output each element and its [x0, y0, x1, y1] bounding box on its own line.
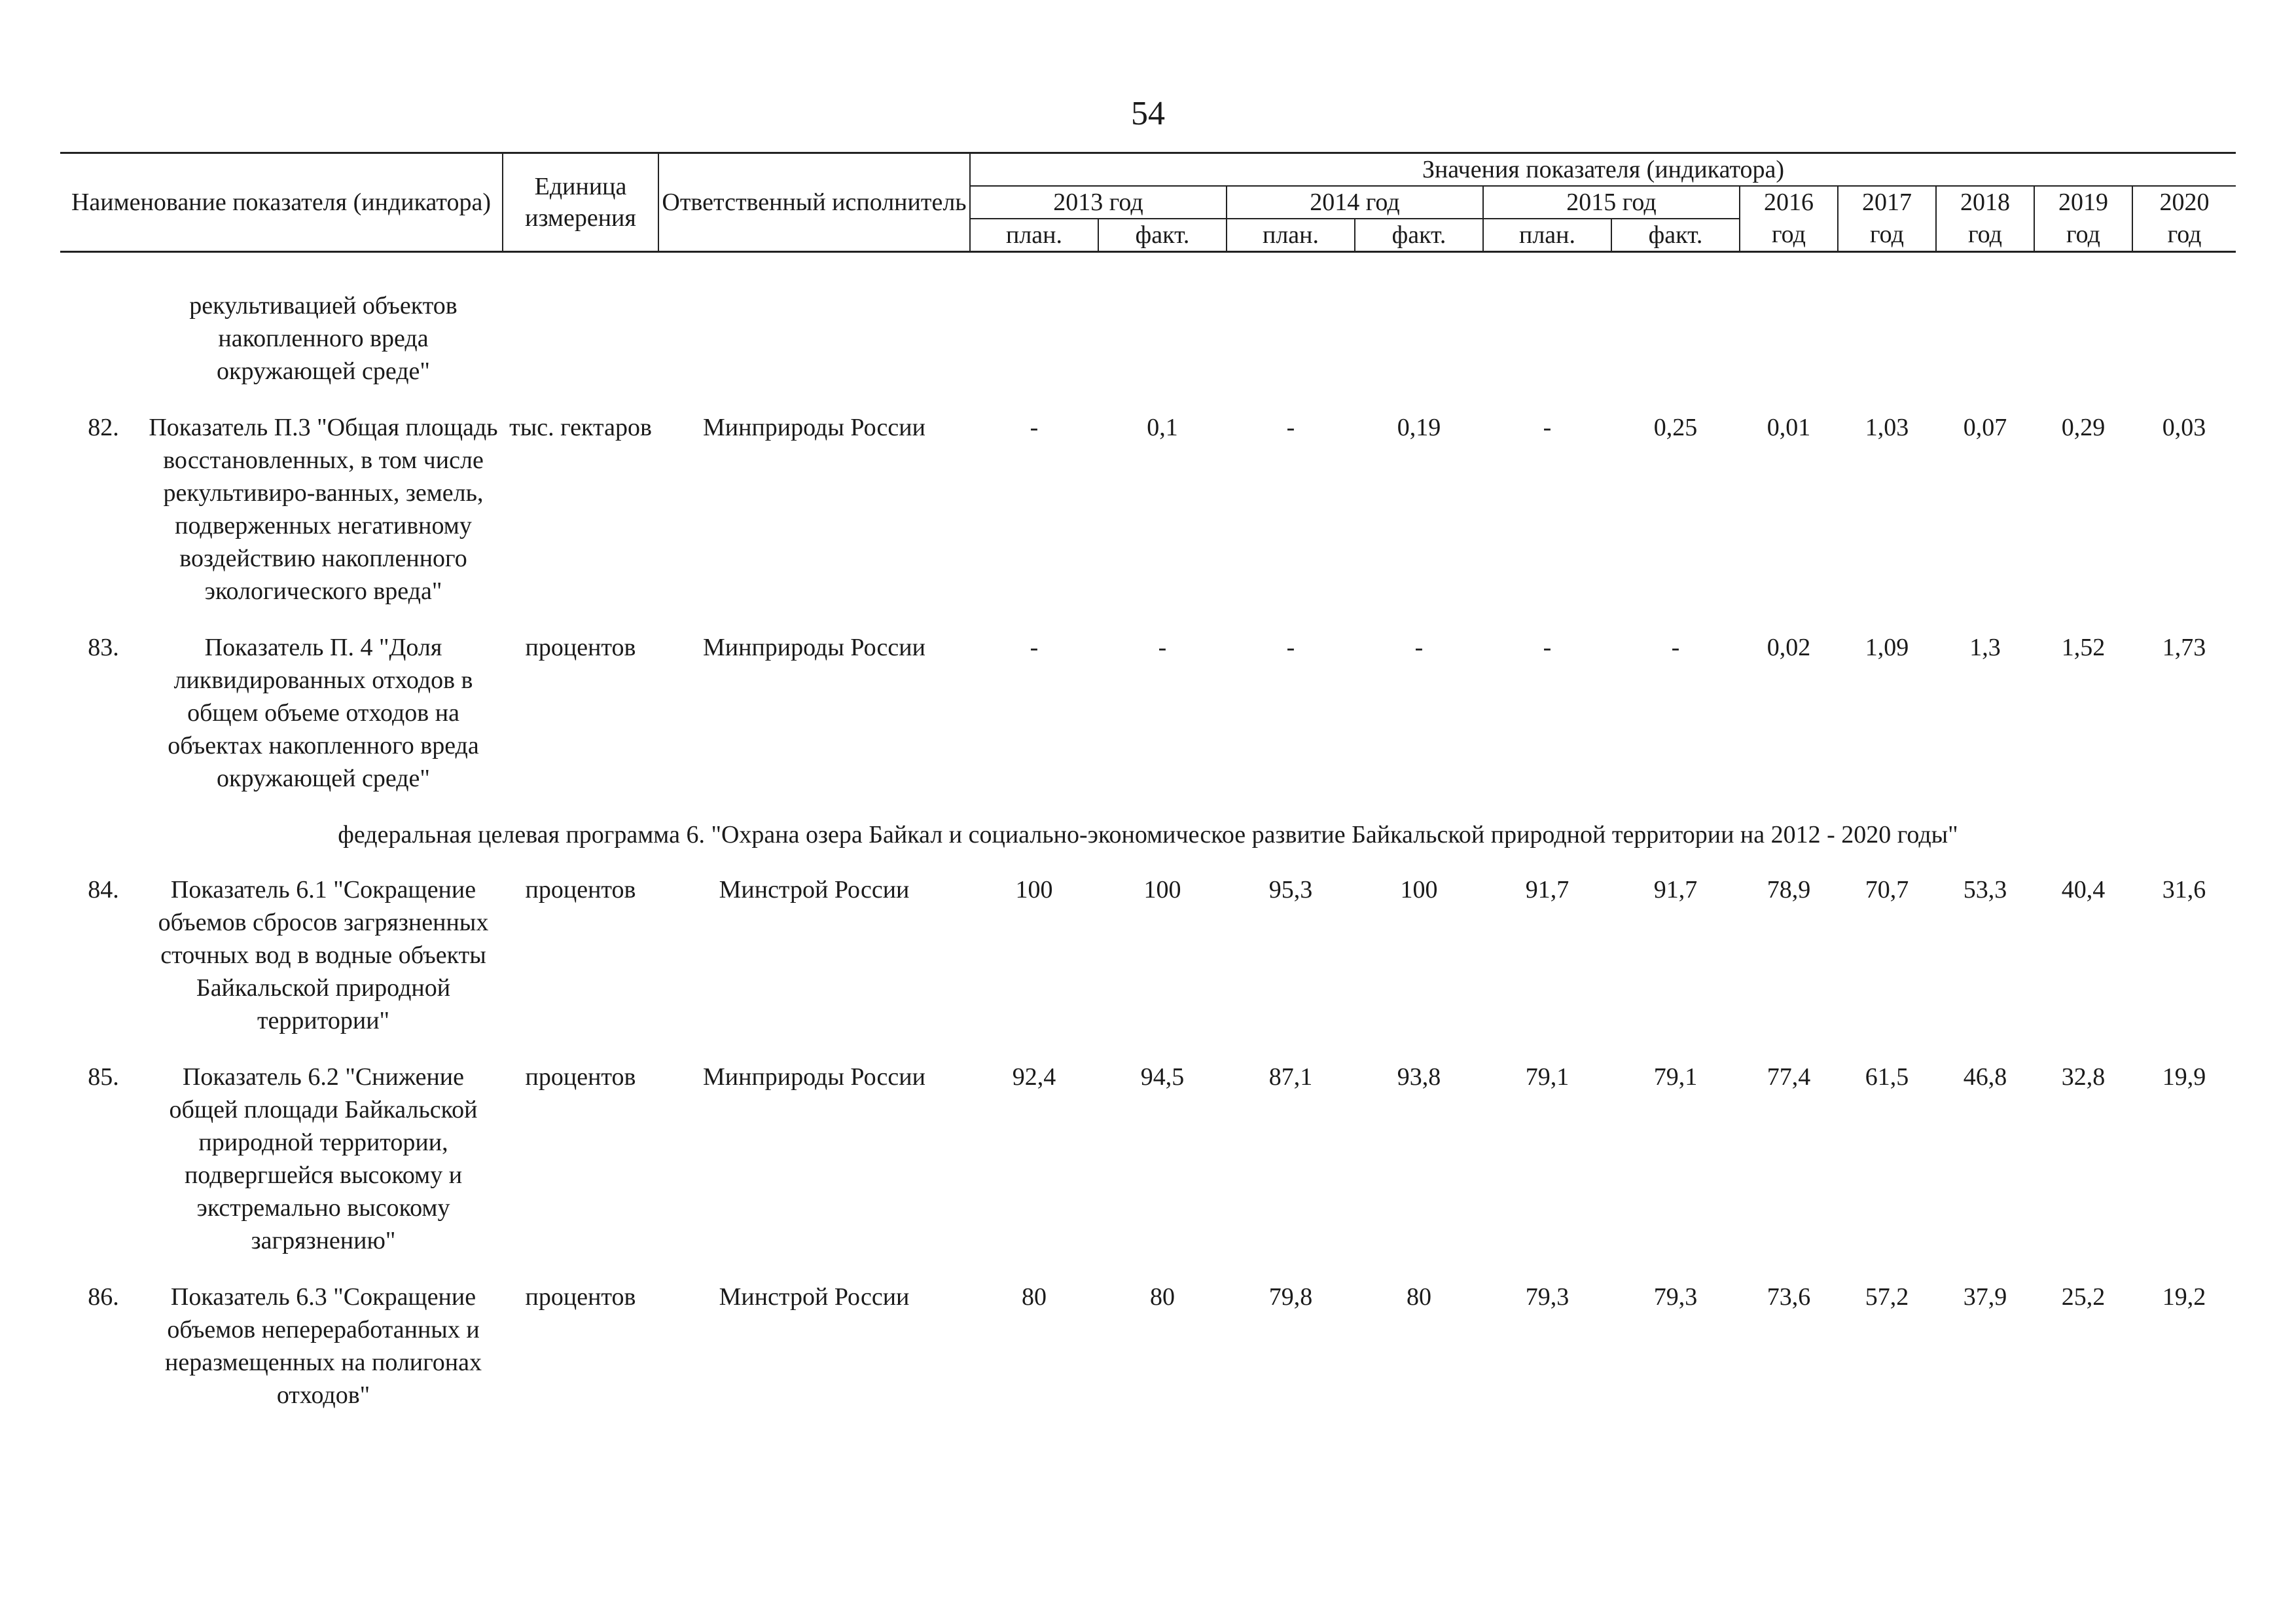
header-plan-2014: план.	[1227, 219, 1355, 252]
value-2016: 0,01	[1767, 414, 1811, 441]
value-2019: 32,8	[2061, 1063, 2106, 1091]
value-2020: 19,2	[2162, 1283, 2206, 1311]
value-2015-fact: -	[1671, 634, 1680, 661]
value-2018: 0,07	[1963, 414, 2007, 441]
value-2015-plan: -	[1543, 414, 1552, 441]
header-year-2015: 2015 год	[1483, 186, 1740, 219]
header-values-title: Значения показателя (индикатора)	[970, 153, 2236, 187]
indicator-name: Показатель П. 4 "Доля ликвидированных отходов в общем объеме отходов на объектах накопленного вреда окружающей среде"	[168, 634, 479, 792]
value-2020: 0,03	[2162, 414, 2206, 441]
value-2014-fact: -	[1414, 634, 1424, 661]
indicator-name: Показатель 6.1 "Сокращение объемов сбросов загрязненных сточных вод в водные объекты Байкальской природной территории"	[158, 876, 489, 1034]
value-2017: 1,03	[1865, 414, 1909, 441]
value-2015-fact: 79,3	[1653, 1283, 1698, 1311]
row-number: 86.	[88, 1283, 119, 1311]
header-year-2019: 2019	[2034, 186, 2132, 219]
header-god-2018: год	[1936, 219, 2034, 252]
value-2015-plan: 79,1	[1525, 1063, 1570, 1091]
indicator-unit: тыс. гектаров	[509, 414, 652, 441]
value-2016: 73,6	[1767, 1283, 1811, 1311]
value-2013-fact: 0,1	[1147, 414, 1178, 441]
value-2019: 25,2	[2061, 1283, 2106, 1311]
row-number: 83.	[88, 634, 119, 661]
header-fact-2014: факт.	[1355, 219, 1483, 252]
value-2019: 1,52	[2061, 634, 2106, 661]
row-number: 82.	[88, 414, 119, 441]
table-row	[60, 411, 2236, 631]
header-year-2018: 2018	[1936, 186, 2034, 219]
indicator-executor: Минстрой России	[719, 876, 910, 903]
value-2019: 40,4	[2061, 876, 2106, 903]
indicator-executor: Минприроды России	[703, 634, 925, 661]
continuation-text: рекультивацией объектов накопленного вреда окружающей среде"	[189, 292, 457, 385]
section-title: федеральная целевая программа 6. "Охрана озера Байкал и социально-экономическое развитие Байкальской природной территории на 2012 - 2020 годы"	[338, 821, 1958, 848]
value-2013-fact: 80	[1150, 1283, 1175, 1311]
value-2020: 19,9	[2162, 1063, 2206, 1091]
section-row	[60, 818, 2236, 873]
table-row	[60, 1281, 2236, 1435]
value-2014-plan: 95,3	[1268, 876, 1313, 903]
table-row	[60, 631, 2236, 818]
value-2014-fact: 100	[1400, 876, 1438, 903]
value-2015-fact: 91,7	[1653, 876, 1698, 903]
indicator-name: Показатель П.3 "Общая площадь восстановленных, в том числе рекультивиро-ванных, земель, подверженных негативному воздействию накопленного экологического вреда"	[149, 414, 498, 605]
value-2013-fact: -	[1158, 634, 1167, 661]
header-god-2020: год	[2132, 219, 2236, 252]
value-2014-plan: 79,8	[1268, 1283, 1313, 1311]
value-2020: 31,6	[2162, 876, 2206, 903]
header-year-2013: 2013 год	[970, 186, 1227, 219]
row-number: 84.	[88, 876, 119, 903]
value-2015-fact: 79,1	[1653, 1063, 1698, 1091]
value-2017: 61,5	[1865, 1063, 1909, 1091]
value-2013-fact: 100	[1143, 876, 1181, 903]
header-year-2017: 2017	[1838, 186, 1936, 219]
value-2016: 0,02	[1767, 634, 1811, 661]
indicator-executor: Минприроды России	[703, 414, 925, 441]
table-row	[60, 873, 2236, 1061]
indicator-unit: процентов	[525, 1063, 636, 1091]
header-year-2016: 2016	[1740, 186, 1838, 219]
value-2014-plan: 87,1	[1268, 1063, 1313, 1091]
header-god-2019: год	[2034, 219, 2132, 252]
table-row	[60, 1061, 2236, 1281]
value-2014-plan: -	[1286, 634, 1295, 661]
value-2017: 57,2	[1865, 1283, 1909, 1311]
indicator-executor: Минстрой России	[719, 1283, 910, 1311]
indicator-unit: процентов	[525, 876, 636, 903]
value-2013-plan: 92,4	[1012, 1063, 1056, 1091]
header-name: Наименование показателя (индикатора)	[60, 153, 503, 252]
value-2013-fact: 94,5	[1140, 1063, 1185, 1091]
row-number: 85.	[88, 1063, 119, 1091]
indicator-table	[60, 152, 2236, 1435]
header-fact-2015: факт.	[1611, 219, 1740, 252]
value-2020: 1,73	[2162, 634, 2206, 661]
value-2015-fact: 0,25	[1653, 414, 1698, 441]
value-2015-plan: 79,3	[1525, 1283, 1570, 1311]
header-executor: Ответственный исполнитель	[658, 153, 970, 252]
value-2018: 37,9	[1963, 1283, 2007, 1311]
value-2017: 1,09	[1865, 634, 1909, 661]
value-2014-fact: 0,19	[1397, 414, 1441, 441]
value-2018: 46,8	[1963, 1063, 2007, 1091]
value-2014-fact: 93,8	[1397, 1063, 1441, 1091]
value-2016: 77,4	[1767, 1063, 1811, 1091]
indicator-name: Показатель 6.2 "Снижение общей площади Байкальской природной территории, подвергшейся высокому и экстремально высокому загрязнению"	[169, 1063, 478, 1254]
header-year-2020: 2020	[2159, 189, 2210, 216]
header-plan-2013: план.	[970, 219, 1098, 252]
indicator-unit: процентов	[525, 1283, 636, 1311]
header-god-2017: год	[1838, 219, 1936, 252]
value-2015-plan: 91,7	[1525, 876, 1570, 903]
header-god-2016: год	[1740, 219, 1838, 252]
value-2019: 0,29	[2061, 414, 2106, 441]
value-2018: 1,3	[1969, 634, 2001, 661]
value-2013-plan: -	[1030, 634, 1039, 661]
header-plan-2015: план.	[1483, 219, 1611, 252]
value-2014-fact: 80	[1407, 1283, 1431, 1311]
value-2013-plan: 80	[1022, 1283, 1047, 1311]
value-2014-plan: -	[1286, 414, 1295, 441]
value-2013-plan: 100	[1015, 876, 1053, 903]
header-year-2014: 2014 год	[1227, 186, 1483, 219]
page-number: 54	[1131, 95, 1165, 132]
indicator-unit: процентов	[525, 634, 636, 661]
value-2017: 70,7	[1865, 876, 1909, 903]
indicator-executor: Минприроды России	[703, 1063, 925, 1091]
indicator-name: Показатель 6.3 "Сокращение объемов непереработанных и неразмещенных на полигонах отходов"	[165, 1283, 482, 1409]
table-row-continuation	[60, 252, 2236, 412]
value-2015-plan: -	[1543, 634, 1552, 661]
value-2018: 53,3	[1963, 876, 2007, 903]
header-fact-2013: факт.	[1098, 219, 1227, 252]
value-2013-plan: -	[1030, 414, 1039, 441]
header-unit: Единица измерения	[503, 153, 658, 252]
value-2016: 78,9	[1767, 876, 1811, 903]
